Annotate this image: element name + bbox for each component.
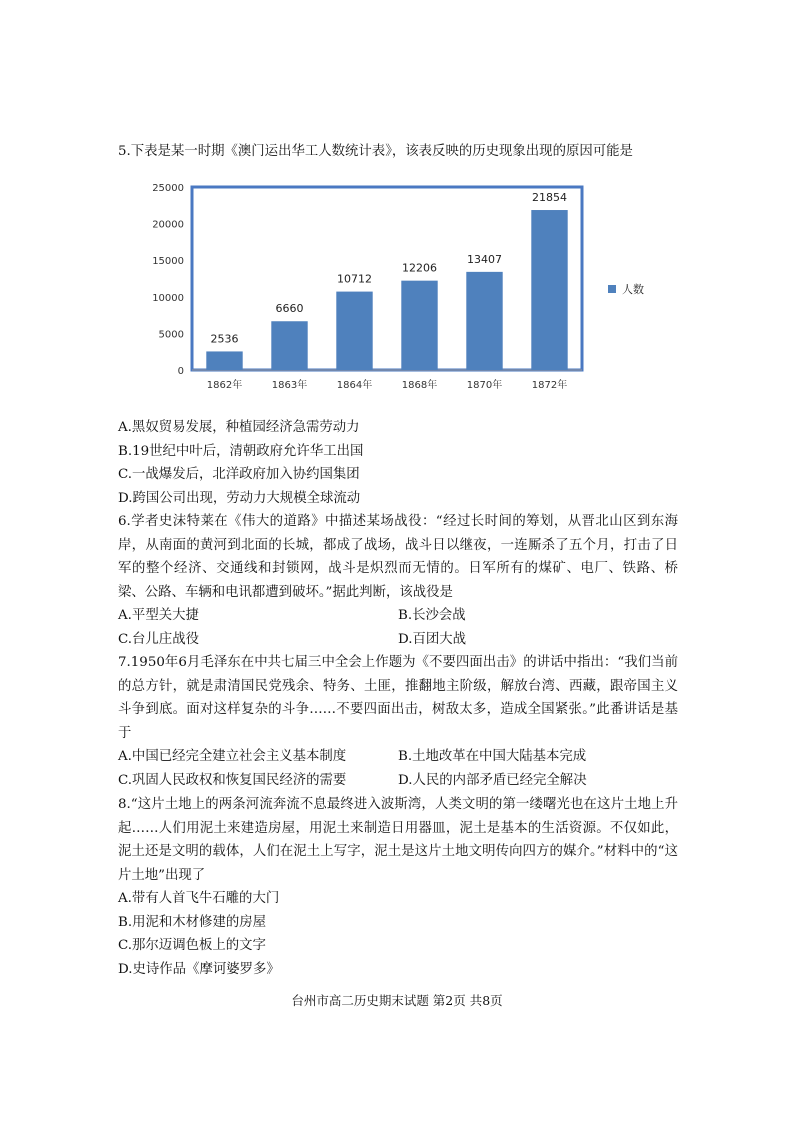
question-7 — [118, 651, 678, 792]
question-8 — [118, 793, 678, 981]
data-label: 2536 — [210, 332, 239, 346]
question-6-option-d[interactable]: D.百团大战 — [398, 631, 467, 647]
question-7-option-b[interactable]: B.土地改革在中国大陆基本完成 — [398, 749, 587, 764]
question-5-options — [118, 416, 678, 510]
question-8-option-a[interactable]: A.带有人首飞牛石雕的大门 — [118, 891, 280, 906]
bar — [206, 351, 242, 370]
question-7-stem: 7.1950年6月毛泽东在中共七届三中全会上作题为《不要四面出击》的讲话中指出：“我们当前的总方针，就是肃清国民党残余、特务、土匪，推翻地主阶级，解放台湾、西藏，跟帝国主义斗争到底。面对这样复杂的斗争……不要四面出击，树敌太多，造成全国紧张。”此番讲话是基于 — [118, 655, 678, 741]
question-8-stem: 8.“这片土地上的两条河流奔流不息最终进入波斯湾，人类文明的第一缕曙光也在这片土地上升起……人们用泥土来建造房屋，用泥土来制造日用器皿，泥土是基本的生活资源。不仅如此，泥土还是文明的载体，人们在泥土上写字，泥土是这片土地文明传向四方的媒介。”材料中的“这片土地”出现了 — [118, 797, 678, 883]
legend-label: 人数 — [622, 283, 644, 296]
question-5-option-a[interactable]: A.黑奴贸易发展，种植园经济急需劳动力 — [118, 420, 360, 435]
bar — [466, 272, 502, 370]
data-label: 10712 — [337, 272, 372, 286]
question-6-options-row-1 — [118, 604, 678, 628]
bar — [531, 210, 567, 370]
bar — [271, 321, 307, 370]
question-8-option-b[interactable]: B.用泥和木材修建的房屋 — [118, 914, 267, 930]
y-tick-label: 20000 — [152, 219, 184, 231]
bar — [336, 292, 372, 370]
data-label: 6660 — [275, 302, 304, 316]
question-6 — [118, 510, 678, 651]
question-6-option-b[interactable]: B.长沙会战 — [398, 608, 466, 623]
x-tick-label: 1863年 — [271, 380, 308, 391]
question-6-option-c[interactable]: C.台儿庄战役 — [118, 631, 199, 647]
question-7-option-d[interactable]: D.人民的内部矛盾已经完全解决 — [398, 772, 587, 788]
data-label: 13407 — [467, 252, 502, 266]
question-6-option-a[interactable]: A.平型关大捷 — [118, 608, 199, 623]
question-7-options-row-1 — [118, 745, 678, 769]
x-tick-label: 1868年 — [401, 380, 438, 391]
question-5 — [118, 140, 678, 164]
bar-chart-svg — [152, 175, 657, 405]
y-tick-label: 15000 — [152, 256, 184, 268]
x-tick-label: 1872年 — [531, 380, 568, 391]
question-7-option-a[interactable]: A.中国已经完全建立社会主义基本制度 — [118, 749, 347, 764]
question-5-option-d[interactable]: D.跨国公司出现，劳动力大规模全球流动 — [118, 490, 361, 506]
x-tick-label: 1862年 — [206, 380, 243, 391]
question-5-option-b[interactable]: B.19世纪中叶后，清朝政府允许华工出国 — [118, 443, 364, 459]
x-tick-label: 1864年 — [336, 380, 373, 391]
page-footer: 台州市高二历史期末试题 第2页 共8页 — [291, 993, 503, 1008]
y-tick-label: 10000 — [152, 292, 184, 304]
x-tick-label: 1870年 — [466, 380, 503, 391]
question-8-option-d[interactable]: D.史诗作品《摩诃婆罗多》 — [118, 961, 280, 977]
question-7-option-c[interactable]: C.巩固人民政权和恢复国民经济的需要 — [118, 772, 347, 788]
bar — [401, 281, 437, 370]
question-7-options-row-2 — [118, 769, 678, 793]
question-6-stem: 6.学者史沫特莱在《伟大的道路》中描述某场战役：“经过长时间的筹划，从晋北山区到东海岸，从南面的黄河到北面的长城，都成了战场，战斗日以继夜，一连厮杀了五个月，打击了日军的整个经济、交通线和封锁网，战斗是炽烈而无情的。日军所有的煤矿、电厂、铁路、桥梁、公路、车辆和电讯都遭到破坏。”据此判断，该战役是 — [118, 514, 678, 600]
question-8-option-c[interactable]: C.那尔迈调色板上的文字 — [118, 938, 266, 953]
y-tick-label: 5000 — [158, 329, 184, 341]
bar-chart — [152, 175, 657, 405]
chart-frame — [192, 187, 582, 370]
question-5-option-c[interactable]: C.一战爆发后，北洋政府加入协约国集团 — [118, 467, 360, 482]
question-5-stem: 5.下表是某一时期《澳门运出华工人数统计表》，该表反映的历史现象出现的原因可能是 — [118, 144, 633, 159]
question-6-options-row-2 — [118, 628, 678, 652]
y-tick-label: 0 — [177, 366, 184, 377]
data-label: 12206 — [402, 261, 437, 275]
legend-swatch — [608, 285, 616, 293]
y-tick-label: 25000 — [152, 183, 184, 194]
data-label: 21854 — [532, 191, 567, 205]
